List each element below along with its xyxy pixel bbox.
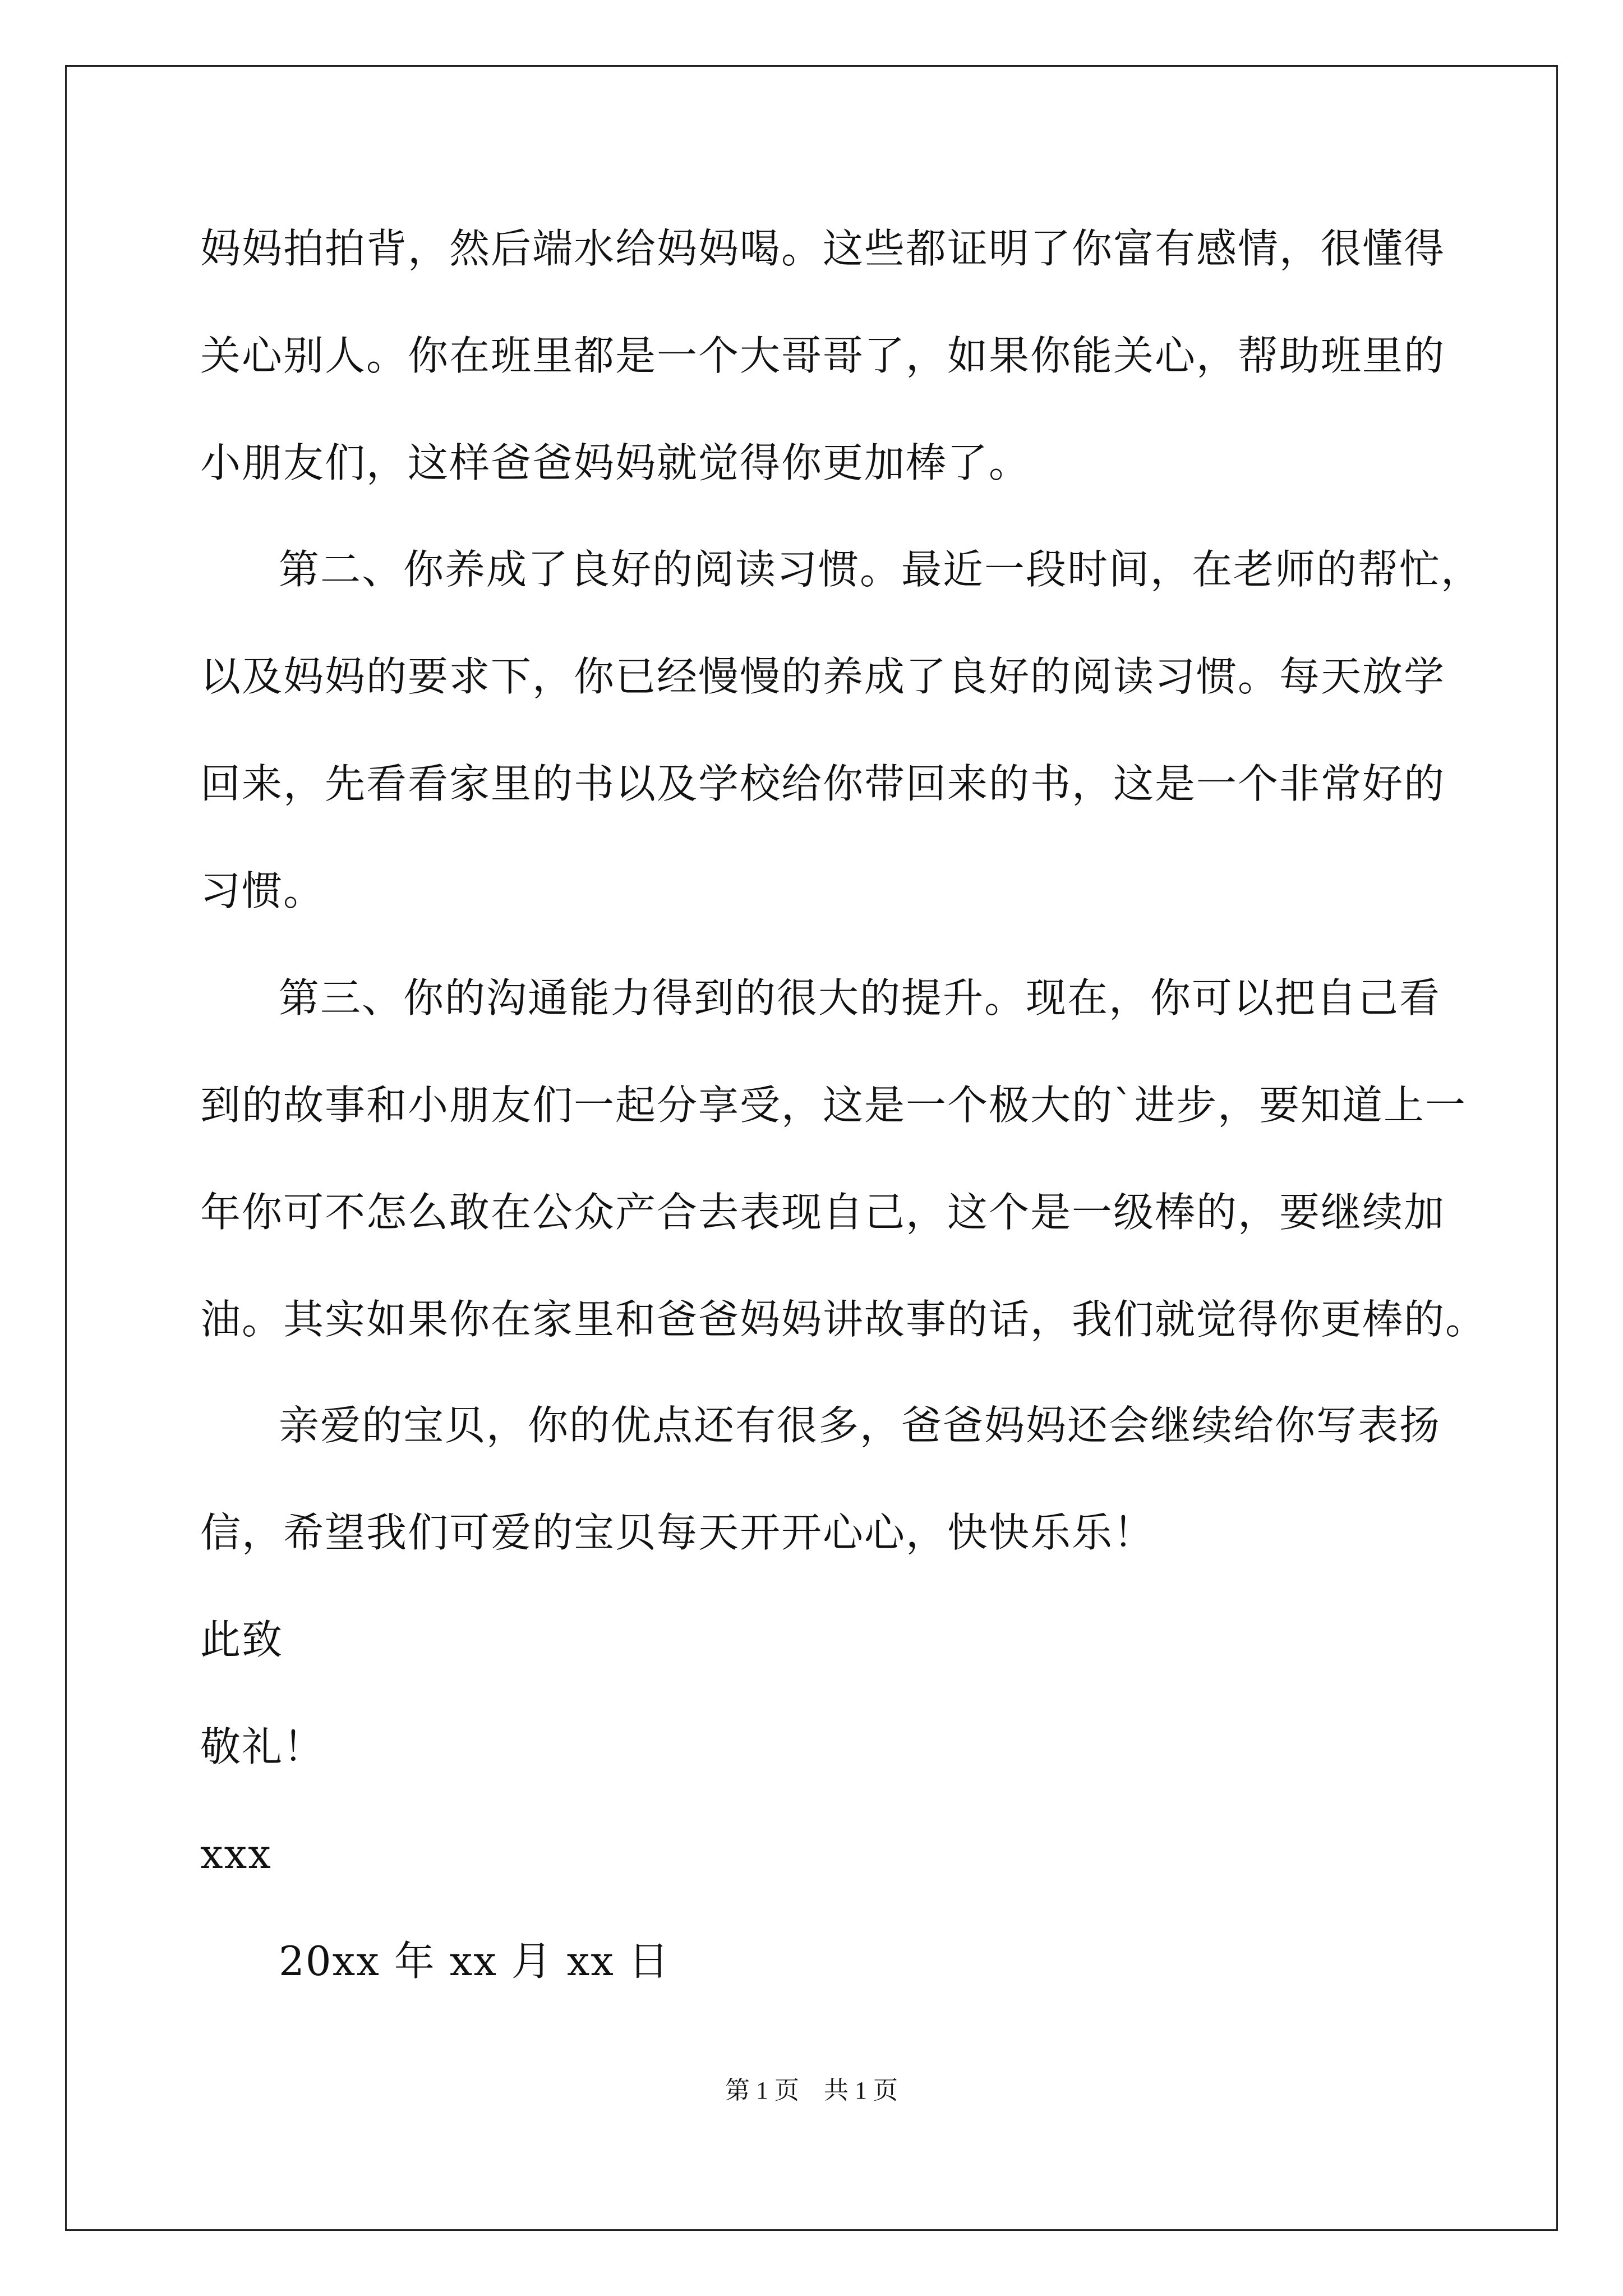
letter-line: 关心别人。你在班里都是一个大哥哥了，如果你能关心，帮助班里的 (200, 332, 1446, 379)
letter-line: 以及妈妈的要求下，你已经慢慢的养成了良好的阅读习惯。每天放学 (200, 653, 1446, 700)
paragraph-start-line: 第三、你的沟通能力得到的很大的提升。现在，你可以把自己看 (279, 974, 1441, 1022)
letter-date: 20xx 年 xx 月 xx 日 (279, 1938, 670, 1985)
page-number: 第 1 页 共 1 页 (725, 2077, 898, 2104)
letter-line: 习惯。 (200, 867, 325, 914)
salutation: 敬礼！ (200, 1723, 325, 1770)
closing-phrase: 此致 (200, 1616, 284, 1663)
signature: xxx (200, 1830, 272, 1878)
page-border (65, 65, 1558, 2231)
letter-line: 妈妈拍拍背，然后端水给妈妈喝。这些都证明了你富有感情，很懂得 (200, 225, 1446, 272)
letter-line: 年你可不怎么敢在公众产合去表现自己，这个是一级棒的，要继续加 (200, 1189, 1446, 1236)
letter-line: 油。其实如果你在家里和爸爸妈妈讲故事的话，我们就觉得你更棒的。 (200, 1296, 1487, 1343)
paragraph-start-line: 亲爱的宝贝，你的优点还有很多，爸爸妈妈还会继续给你写表扬 (279, 1402, 1441, 1449)
paragraph-start-line: 第二、你养成了良好的阅读习惯。最近一段时间，在老师的帮忙， (279, 546, 1483, 593)
letter-line: 回来，先看看家里的书以及学校给你带回来的书，这是一个非常好的 (200, 760, 1446, 807)
letter-line: 小朋友们，这样爸爸妈妈就觉得你更加棒了。 (200, 439, 1031, 486)
letter-line: 到的故事和小朋友们一起分享受，这是一个极大的`进步，要知道上一 (200, 1082, 1467, 1129)
letter-line: 信，希望我们可爱的宝贝每天开开心心，快快乐乐！ (200, 1509, 1155, 1556)
